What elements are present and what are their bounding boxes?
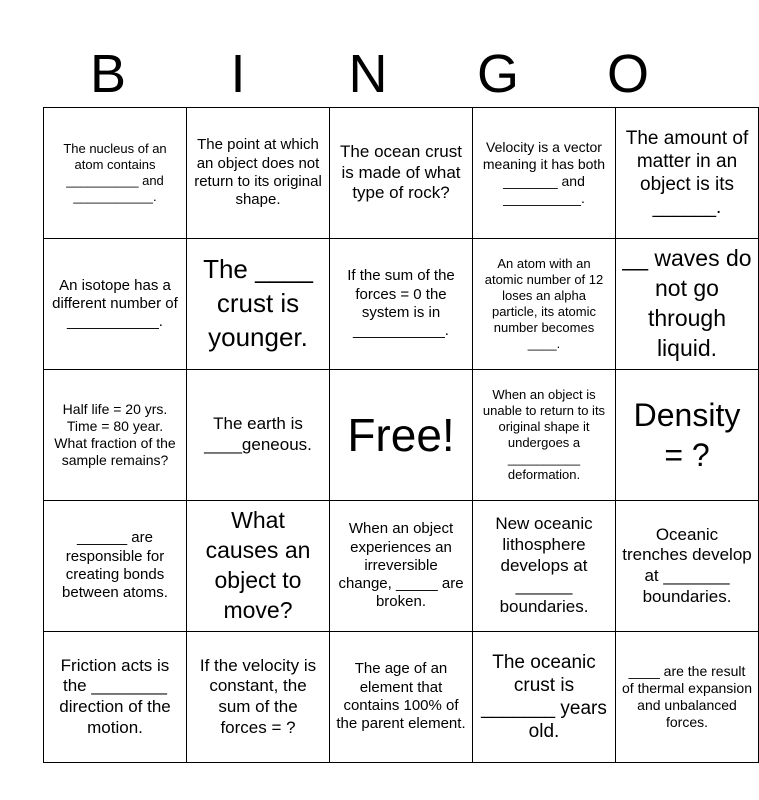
bingo-cell[interactable] bbox=[187, 632, 330, 763]
bingo-cell[interactable] bbox=[473, 632, 616, 763]
bingo-cell[interactable] bbox=[330, 632, 473, 763]
cell-text: The point at which an object does not return to its original shape. bbox=[194, 136, 322, 209]
bingo-cell[interactable] bbox=[473, 239, 616, 370]
cell-text: New oceanic lithosphere develops at ______ boundaries. bbox=[495, 514, 593, 617]
board-row bbox=[44, 632, 759, 763]
board-row bbox=[44, 108, 759, 239]
cell-text: If the velocity is constant, the sum of the forces = ? bbox=[199, 655, 317, 737]
cell-text: Velocity is a vector meaning it has both _______ and __________. bbox=[482, 138, 606, 207]
bingo-cell[interactable] bbox=[473, 108, 616, 239]
cell-text: The age of an element that contains 100% of the parent element. bbox=[336, 660, 466, 733]
cell-text: When an object experiences an irreversible change, _____ are broken. bbox=[338, 520, 464, 611]
header-letter-g: G bbox=[476, 44, 519, 104]
cell-text: Friction acts is the ________ direction of the motion. bbox=[59, 655, 171, 737]
cell-text: ______ are responsible for creating bonds between atoms. bbox=[62, 529, 168, 602]
bingo-cell[interactable] bbox=[187, 239, 330, 370]
bingo-cell[interactable] bbox=[473, 501, 616, 632]
cell-text: The amount of matter in an object is its ______. bbox=[625, 127, 749, 219]
header-letter-i: I bbox=[230, 44, 246, 104]
cell-text: Half life = 20 yrs. Time = 80 year. What fraction of the sample remains? bbox=[54, 400, 176, 469]
bingo-cell[interactable] bbox=[44, 501, 187, 632]
cell-text: An isotope has a different number of ___________. bbox=[52, 276, 178, 331]
cell-text: Oceanic trenches develop at _______ boundaries. bbox=[622, 524, 752, 606]
bingo-cell[interactable] bbox=[616, 632, 759, 763]
free-space-text: Free! bbox=[347, 408, 455, 461]
cell-text: __ waves do not go through liquid. bbox=[622, 245, 752, 361]
bingo-board bbox=[43, 107, 759, 763]
bingo-cell[interactable] bbox=[616, 370, 759, 501]
cell-text: An atom with an atomic number of 12 loses an alpha particle, its atomic number becomes ____. bbox=[484, 256, 604, 351]
bingo-cell[interactable] bbox=[44, 239, 187, 370]
cell-text: What causes an object to move? bbox=[205, 507, 311, 623]
board-row bbox=[44, 501, 759, 632]
bingo-cell[interactable] bbox=[330, 108, 473, 239]
bingo-cell[interactable] bbox=[187, 501, 330, 632]
bingo-header bbox=[43, 40, 693, 108]
bingo-cell[interactable] bbox=[330, 239, 473, 370]
header-letter-n: N bbox=[348, 44, 388, 104]
bingo-cell[interactable] bbox=[616, 239, 759, 370]
free-space-cell[interactable] bbox=[330, 370, 473, 501]
cell-text: The oceanic crust is _______ years old. bbox=[481, 651, 607, 743]
bingo-cell[interactable] bbox=[187, 108, 330, 239]
bingo-cell[interactable] bbox=[330, 501, 473, 632]
cell-text: Density = ? bbox=[633, 397, 741, 473]
board-row bbox=[44, 370, 759, 501]
bingo-cell[interactable] bbox=[44, 370, 187, 501]
cell-text: The nucleus of an atom contains __________ and ___________. bbox=[63, 141, 167, 204]
cell-text: The ____ crust is younger. bbox=[203, 254, 313, 352]
board-row bbox=[44, 239, 759, 370]
header-letter-b: B bbox=[89, 44, 127, 104]
bingo-cell[interactable] bbox=[187, 370, 330, 501]
bingo-cell[interactable] bbox=[473, 370, 616, 501]
bingo-cell[interactable] bbox=[616, 108, 759, 239]
header-letter-o: O bbox=[606, 44, 649, 104]
cell-text: When an object is unable to return to its original shape it undergoes a __________ deformation. bbox=[482, 387, 606, 482]
cell-text: If the sum of the forces = 0 the system is in ___________. bbox=[347, 267, 455, 340]
bingo-cell[interactable] bbox=[616, 501, 759, 632]
bingo-cell[interactable] bbox=[44, 632, 187, 763]
cell-text: The ocean crust is made of what type of rock? bbox=[340, 141, 462, 203]
cell-text: ____ are the result of thermal expansion and unbalanced forces. bbox=[622, 662, 752, 731]
cell-text: The earth is ____geneous. bbox=[204, 414, 312, 454]
bingo-cell[interactable] bbox=[44, 108, 187, 239]
